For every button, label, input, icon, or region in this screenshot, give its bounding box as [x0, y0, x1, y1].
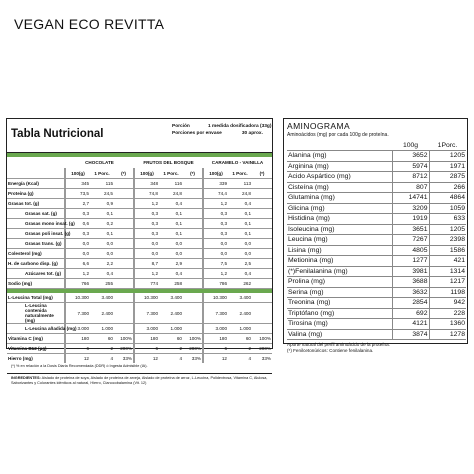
- nutrient-value: [183, 209, 203, 219]
- aminoacid-value-porc: 228: [429, 308, 466, 319]
- servings-label: Porciones por envase: [172, 131, 222, 136]
- aminoacid-name: Lisina (mg): [287, 245, 392, 256]
- nutrient-value: 7.300: [65, 303, 90, 324]
- nutrient-row: [7, 269, 272, 279]
- aminoacid-name: (*)Fenilalanina (mg): [287, 266, 392, 277]
- nutrient-value: 115: [90, 179, 114, 189]
- nutrient-label: L-Leucina contenida naturalmente (mg): [7, 303, 65, 324]
- nutrient-value: [114, 269, 134, 279]
- flavor-caramelo-vainilla: CARAMELO - VAINILLA: [211, 160, 264, 165]
- nutrient-label: Vitamina B12 (µg): [7, 344, 65, 354]
- nutrient-value: [183, 269, 203, 279]
- aminoacid-name: Histidina (mg): [287, 214, 392, 225]
- aminogram-note-phenylalanine: (*) Fenilcetonúricos: Contiene fenilalanina.: [287, 348, 374, 353]
- aminoacid-value-porc: 942: [429, 298, 466, 309]
- nutrient-value: 774: [134, 279, 159, 289]
- col-header-blank: [7, 168, 65, 179]
- aminoacid-value-100g: 3632: [392, 287, 429, 298]
- aminogram-header-100g: 100g: [392, 140, 429, 151]
- nutrient-value: 0,3: [134, 229, 159, 239]
- col-header: (*): [252, 168, 272, 179]
- aminoacid-row: [287, 172, 466, 183]
- ingredients-text: Aislado de proteína de soya, Aislado de proteína de arveja, Aislado de proteína de arroz, L-Leucina, Polidextrosa, Vitamina C, Alulosa, Saborizantes y Colorantes idénticos al natural, Hierro, Cianocobalamina (Vit. 12): [11, 376, 268, 385]
- nutrient-value: [252, 229, 272, 239]
- aminoacid-row: [287, 308, 466, 319]
- nutrient-row: [7, 199, 272, 209]
- aminoacid-value-100g: 3688: [392, 277, 429, 288]
- aminogram-table: [287, 140, 466, 340]
- nutrient-value: 0,1: [90, 229, 114, 239]
- aminoacid-row: [287, 161, 466, 172]
- nutrient-value: [252, 189, 272, 199]
- nutrient-value: 1,2: [203, 269, 228, 279]
- aminoacid-value-100g: 4805: [392, 245, 429, 256]
- nutrient-value: [183, 259, 203, 269]
- aminoacid-name: Isoleucina (mg): [287, 224, 392, 235]
- aminoacid-row: [287, 319, 466, 330]
- nutrient-label: Grasas poli insat. (g): [7, 229, 65, 239]
- nutrient-value: 0,3: [203, 209, 228, 219]
- nutrient-row: [7, 303, 272, 324]
- nutrition-table: [7, 168, 272, 363]
- nutrient-value: 3.400: [90, 293, 114, 303]
- col-header: 100(g): [65, 168, 90, 179]
- nutrient-value: 3.000: [65, 324, 90, 334]
- nutrient-value: 766: [65, 279, 90, 289]
- nutrient-label: Vitamina C (mg): [7, 334, 65, 344]
- nutrient-row: [7, 279, 272, 289]
- nutrient-value: 6: [203, 344, 228, 354]
- nutrient-value: [183, 189, 203, 199]
- serving-info: [172, 123, 271, 137]
- nutrient-value: [252, 179, 272, 189]
- nutrient-value: [114, 179, 134, 189]
- aminoacid-value-100g: 1919: [392, 214, 429, 225]
- aminoacid-value-100g: 3652: [392, 151, 429, 162]
- nutrient-value: [114, 239, 134, 249]
- nutrient-value: 2.400: [228, 303, 252, 324]
- aminoacid-value-100g: 5974: [392, 161, 429, 172]
- nutrient-value: 116: [159, 179, 183, 189]
- aminoacid-value-100g: 3874: [392, 329, 429, 340]
- nutrient-row: [7, 259, 272, 269]
- nutrient-value: [183, 219, 203, 229]
- nutrition-panel: [6, 118, 273, 385]
- nutrient-value: 200%: [252, 344, 272, 354]
- flavor-chocolate: CHOCOLATE: [85, 160, 114, 165]
- aminoacid-value-porc: 1217: [429, 277, 466, 288]
- nutrient-value: 348: [134, 179, 159, 189]
- nutrient-value: 73,5: [65, 189, 90, 199]
- aminoacid-value-100g: 8712: [392, 172, 429, 183]
- aminoacid-name: Prolina (mg): [287, 277, 392, 288]
- nutrient-value: 0,1: [228, 219, 252, 229]
- nutrient-value: 74,8: [134, 189, 159, 199]
- nutrient-value: [114, 189, 134, 199]
- nutrient-value: 12: [203, 354, 228, 364]
- nutrient-row: [7, 179, 272, 189]
- aminoacid-name: Tirosina (mg): [287, 319, 392, 330]
- aminogram-panel: [283, 118, 468, 353]
- aminoacid-name: Metionina (mg): [287, 256, 392, 267]
- nutrient-value: [114, 209, 134, 219]
- nutrient-value: 3.000: [203, 324, 228, 334]
- aminoacid-row: [287, 182, 466, 193]
- nutrient-value: [183, 239, 203, 249]
- nutrient-value: 0,1: [159, 209, 183, 219]
- nutrient-value: [183, 199, 203, 209]
- nutrient-value: 0,0: [203, 239, 228, 249]
- nutrient-value: 1.000: [228, 324, 252, 334]
- nutrient-value: [114, 303, 134, 324]
- aminoacid-value-porc: 633: [429, 214, 466, 225]
- nutrient-value: 7.300: [134, 303, 159, 324]
- nutrient-value: [183, 179, 203, 189]
- nutrient-row: [7, 239, 272, 249]
- nutrient-value: 0,3: [65, 209, 90, 219]
- aminoacid-name: Arginina (mg): [287, 161, 392, 172]
- aminogram-note: Aporte natural del perfil aminoácido de la proteína.: [287, 342, 390, 347]
- nutrient-value: [183, 229, 203, 239]
- nutrient-row: [7, 219, 272, 229]
- nutrient-value: 0,3: [203, 229, 228, 239]
- nutrient-label: Grasas mono insat. (g): [7, 219, 65, 229]
- nutrient-value: 4: [179, 356, 182, 361]
- aminoacid-value-100g: 692: [392, 308, 429, 319]
- nutrient-value: 100%: [183, 334, 203, 344]
- serving-value: 1 medida dosificadora (33g): [208, 124, 272, 129]
- nutrient-value: [114, 229, 134, 239]
- nutrient-value: 4: [110, 356, 113, 361]
- nutrient-value: [114, 279, 134, 289]
- nutrient-value: [114, 249, 134, 259]
- nutrient-value: 0,3: [203, 219, 228, 229]
- nutrient-row: [7, 334, 272, 344]
- nutrient-value: 2,2: [90, 259, 114, 269]
- nutrient-value: 33%: [122, 356, 132, 361]
- nutrient-value: 1.000: [159, 324, 183, 334]
- nutrient-value: 0,4: [228, 269, 252, 279]
- nutrient-value: [252, 239, 272, 249]
- flavor-headers: [7, 157, 272, 168]
- col-header: (*): [114, 168, 134, 179]
- aminoacid-value-porc: 2398: [429, 235, 466, 246]
- aminoacid-value-100g: 3651: [392, 224, 429, 235]
- aminogram-title: AMINOGRAMA: [287, 121, 351, 131]
- aminoacid-name: Valina (mg): [287, 329, 392, 340]
- col-header: 100(g): [134, 168, 159, 179]
- nutrient-value: 345: [65, 179, 90, 189]
- nutrient-value: 0,4: [159, 269, 183, 279]
- nutrient-value: [252, 199, 272, 209]
- aminoacid-value-porc: 1971: [429, 161, 466, 172]
- nutrient-value: 180: [65, 334, 90, 344]
- nutrient-value: 7,5: [203, 259, 228, 269]
- nutrient-value: [114, 324, 134, 334]
- aminoacid-value-100g: 14741: [392, 193, 429, 204]
- nutrient-value: 0,0: [203, 249, 228, 259]
- nutrient-value: 3.000: [134, 324, 159, 334]
- nutrient-value: 180: [134, 334, 159, 344]
- nutrient-value: 0,3: [65, 229, 90, 239]
- nutrient-value: 2: [159, 344, 183, 354]
- col-header: 1 Porc.: [228, 168, 252, 179]
- aminogram-header-porc: 1Porc.: [429, 140, 466, 151]
- nutrient-value: [183, 279, 203, 289]
- nutrient-value: 113: [228, 179, 252, 189]
- ingredients-label: INGREDIENTES:: [11, 376, 41, 380]
- nutrient-value: [114, 259, 134, 269]
- nutrient-value: 0,0: [65, 249, 90, 259]
- nutrient-value: 1,2: [203, 199, 228, 209]
- aminoacid-row: [287, 277, 466, 288]
- aminoacid-row: [287, 203, 466, 214]
- col-header: 100(g): [203, 168, 228, 179]
- nutrient-value: 2.400: [159, 303, 183, 324]
- nutrient-value: 10.300: [65, 293, 90, 303]
- nutrient-value: 0,4: [228, 199, 252, 209]
- aminoacid-value-100g: 3981: [392, 266, 429, 277]
- nutrient-value: 60: [159, 334, 183, 344]
- nutrient-label: Energía (Kcal): [7, 179, 65, 189]
- nutrient-value: 339: [203, 179, 228, 189]
- nutrient-value: 6,6: [65, 259, 90, 269]
- nutrient-value: 262: [228, 279, 252, 289]
- aminoacid-value-100g: 4121: [392, 319, 429, 330]
- nutrient-value: 0,0: [134, 239, 159, 249]
- aminoacid-value-porc: 1314: [429, 266, 466, 277]
- nutrient-value: 10.300: [134, 293, 159, 303]
- col-header: 1 Porc.: [90, 168, 114, 179]
- nutrient-value: 1,2: [65, 269, 90, 279]
- aminoacid-value-porc: 1360: [429, 319, 466, 330]
- nutrition-col-header-row: [7, 168, 272, 179]
- nutrient-value: 0,0: [65, 239, 90, 249]
- nutrition-title: Tabla Nutricional: [11, 128, 104, 140]
- flavor-frutos-del-bosque: FRUTOS DEL BOSQUE: [143, 160, 194, 165]
- aminoacid-row: [287, 224, 466, 235]
- aminoacid-row: [287, 235, 466, 246]
- nutrient-value: [252, 303, 272, 324]
- nutrient-row: [7, 209, 272, 219]
- nutrient-value: [252, 249, 272, 259]
- aminogram-header-blank: [287, 140, 392, 151]
- nutrient-value: 255: [90, 279, 114, 289]
- aminoacid-value-porc: 1059: [429, 203, 466, 214]
- nutrient-value: [183, 293, 203, 303]
- aminoacid-row: [287, 151, 466, 162]
- page-title: VEGAN ECO REVITTA: [14, 16, 165, 32]
- nutrient-value: 0,1: [159, 219, 183, 229]
- nutrient-row: [7, 229, 272, 239]
- nutrient-value: [114, 199, 134, 209]
- nutrient-value: [252, 279, 272, 289]
- aminoacid-value-100g: 2854: [392, 298, 429, 309]
- aminogram-subtitle: Aminoácidos (mg) por cada 100g de proteína.: [287, 132, 389, 138]
- nutrient-value: 0,6: [65, 219, 90, 229]
- nutrient-value: 12: [65, 354, 90, 364]
- nutrient-value: 33%: [191, 356, 201, 361]
- nutrient-value: 0,0: [159, 239, 183, 249]
- nutrient-value: [252, 293, 272, 303]
- aminoacid-value-porc: 1205: [429, 224, 466, 235]
- nutrient-value: 4: [248, 356, 251, 361]
- nutrient-row: [7, 293, 272, 303]
- nutrient-value: 0,0: [134, 249, 159, 259]
- nutrient-value: 3.400: [159, 293, 183, 303]
- nutrient-value: 0,1: [90, 209, 114, 219]
- nutrient-value: 2,9: [159, 259, 183, 269]
- aminoacid-row: [287, 266, 466, 277]
- aminoacid-value-porc: 2875: [429, 172, 466, 183]
- nutrient-label: H. de carbono disp. (g): [7, 259, 65, 269]
- aminoacid-value-porc: 1586: [429, 245, 466, 256]
- nutrient-value: [114, 293, 134, 303]
- nutrient-value: 2.400: [90, 303, 114, 324]
- nutrient-label: Colesterol (mg): [7, 249, 65, 259]
- aminoacid-name: Glutamina (mg): [287, 193, 392, 204]
- nutrient-value: 0,2: [90, 219, 114, 229]
- aminoacid-name: Triptófano (mg): [287, 308, 392, 319]
- aminoacid-value-100g: 7267: [392, 235, 429, 246]
- aminoacid-name: Leucina (mg): [287, 235, 392, 246]
- aminoacid-name: Alanina (mg): [287, 151, 392, 162]
- nutrition-footnote: (*) % en relación a la Dosis Diaria Recomendada (DDR) ó Ingesta Admisible (IA).: [7, 363, 272, 374]
- nutrient-value: [252, 259, 272, 269]
- nutrient-value: 6: [134, 344, 159, 354]
- nutrient-value: 0,0: [228, 249, 252, 259]
- nutrient-value: 0,0: [159, 249, 183, 259]
- nutrient-value: [252, 219, 272, 229]
- nutrient-label: Grasas trans. (g): [7, 239, 65, 249]
- nutrient-value: 100%: [252, 334, 272, 344]
- nutrient-label: L-Leucina Total (mg): [7, 293, 65, 303]
- nutrition-header: [7, 119, 272, 153]
- nutrient-label: Hierro (mg): [8, 356, 33, 361]
- nutrient-label: Azúcares tot. (g): [7, 269, 65, 279]
- col-header: (*): [183, 168, 203, 179]
- nutrient-value: 258: [159, 279, 183, 289]
- aminoacid-row: [287, 214, 466, 225]
- nutrient-value: 60: [228, 334, 252, 344]
- nutrient-value: 0,0: [90, 249, 114, 259]
- aminoacid-row: [287, 287, 466, 298]
- nutrient-value: 10.300: [203, 293, 228, 303]
- nutrient-value: [252, 209, 272, 219]
- nutrient-row: [7, 189, 272, 199]
- serving-label: Porción: [172, 124, 190, 129]
- nutrient-value: 0,3: [134, 209, 159, 219]
- nutrient-value: 74,4: [203, 189, 228, 199]
- nutrient-label: Proteína (g): [7, 189, 65, 199]
- aminoacid-name: Glicina (mg): [287, 203, 392, 214]
- nutrient-value: [183, 249, 203, 259]
- nutrient-value: 100%: [114, 334, 134, 344]
- nutrient-value: 2: [228, 344, 252, 354]
- nutrient-label: Grasas sat. (g): [7, 209, 65, 219]
- nutrient-value: 200%: [183, 344, 203, 354]
- nutrient-value: 7.300: [203, 303, 228, 324]
- nutrient-value: 786: [203, 279, 228, 289]
- nutrient-value: 24,8: [228, 189, 252, 199]
- nutrient-row: [7, 344, 272, 354]
- nutrient-value: 33%: [261, 356, 271, 361]
- nutrient-value: 60: [90, 334, 114, 344]
- nutrient-value: 0,0: [90, 239, 114, 249]
- aminoacid-row: [287, 298, 466, 309]
- nutrient-value: [252, 324, 272, 334]
- nutrient-value: 2,5: [228, 259, 252, 269]
- nutrient-value: 0,1: [228, 229, 252, 239]
- aminoacid-name: Cisteína (mg): [287, 182, 392, 193]
- aminoacid-row: [287, 329, 466, 340]
- aminoacid-row: [287, 256, 466, 267]
- col-header: 1 Porc.: [159, 168, 183, 179]
- nutrient-value: 1.000: [90, 324, 114, 334]
- aminogram-header-row: [287, 140, 466, 151]
- nutrient-value: 2,7: [65, 199, 90, 209]
- aminoacid-value-porc: 1278: [429, 329, 466, 340]
- nutrient-label: Grasas tot. (g): [7, 199, 65, 209]
- nutrient-row: [7, 249, 272, 259]
- nutrient-value: [183, 303, 203, 324]
- nutrient-value: 0,0: [228, 239, 252, 249]
- nutrient-value: 2: [90, 344, 114, 354]
- nutrient-row: [7, 354, 272, 364]
- aminoacid-row: [287, 245, 466, 256]
- nutrient-value: 0,1: [159, 229, 183, 239]
- nutrient-value: 200%: [114, 344, 134, 354]
- nutrient-value: 3.400: [228, 293, 252, 303]
- aminoacid-name: Serina (mg): [287, 287, 392, 298]
- nutrient-value: 24,8: [159, 189, 183, 199]
- nutrient-value: 0,9: [90, 199, 114, 209]
- nutrient-value: 1,2: [134, 199, 159, 209]
- ingredients: [7, 374, 272, 388]
- nutrient-value: 0,4: [159, 199, 183, 209]
- aminoacid-name: Acido Aspártico (mg): [287, 172, 392, 183]
- aminoacid-name: Treonina (mg): [287, 298, 392, 309]
- nutrient-value: [252, 269, 272, 279]
- nutrient-label: L-Leucina añadida (mg): [7, 324, 65, 334]
- nutrient-value: 12: [134, 354, 159, 364]
- aminoacid-value-porc: 4864: [429, 193, 466, 204]
- aminoacid-value-porc: 1205: [429, 151, 466, 162]
- nutrient-value: 0,1: [228, 209, 252, 219]
- nutrient-value: 1,2: [134, 269, 159, 279]
- nutrient-value: [114, 219, 134, 229]
- nutrient-value: [183, 324, 203, 334]
- servings-value: 30 aprox.: [241, 131, 263, 136]
- aminoacid-value-porc: 1198: [429, 287, 466, 298]
- nutrient-row: [7, 324, 272, 334]
- nutrient-label: Sodio (mg): [7, 279, 65, 289]
- aminoacid-row: [287, 193, 466, 204]
- nutrient-value: 24,5: [90, 189, 114, 199]
- nutrient-value: 0,4: [90, 269, 114, 279]
- nutrient-value: 180: [203, 334, 228, 344]
- aminoacid-value-100g: 807: [392, 182, 429, 193]
- nutrient-value: 6: [65, 344, 90, 354]
- nutrient-value: 0,3: [134, 219, 159, 229]
- aminoacid-value-100g: 1277: [392, 256, 429, 267]
- aminoacid-value-100g: 3209: [392, 203, 429, 214]
- aminoacid-value-porc: 421: [429, 256, 466, 267]
- nutrient-value: 8,7: [134, 259, 159, 269]
- aminoacid-value-porc: 266: [429, 182, 466, 193]
